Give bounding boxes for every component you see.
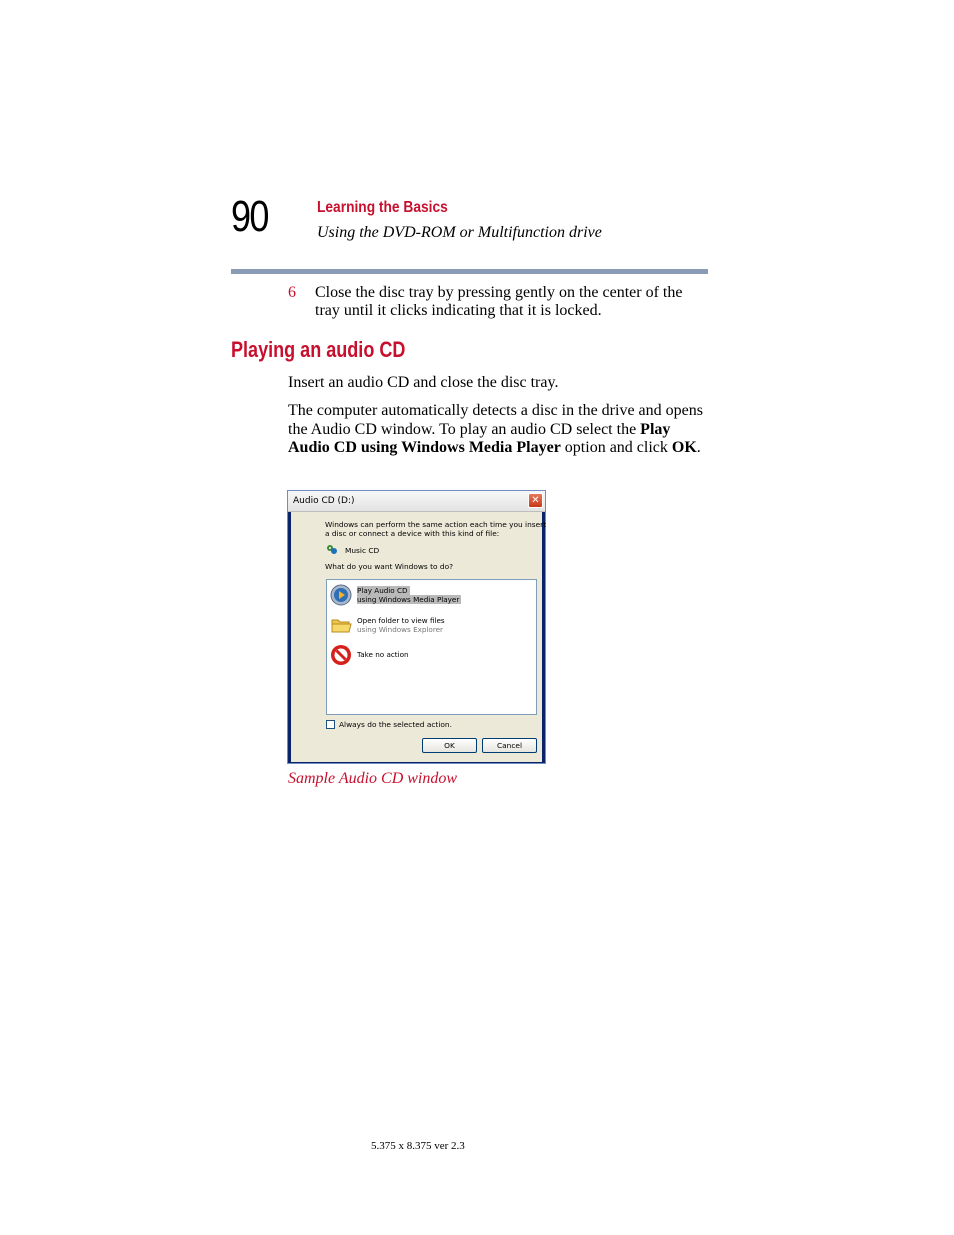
- dialog-titlebar[interactable]: [288, 491, 545, 512]
- option-take-no-action[interactable]: [330, 644, 530, 670]
- cancel-button[interactable]: Cancel: [482, 738, 537, 753]
- always-do-checkbox[interactable]: [326, 720, 335, 729]
- media-player-icon: [330, 584, 352, 606]
- option-name-bold: Play Audio CD using Windows Media Player: [288, 420, 671, 456]
- page-footer: 5.375 x 8.375 ver 2.3: [371, 1140, 465, 1152]
- content-type-label: Music CD: [345, 546, 380, 555]
- option-line2: using Windows Explorer: [357, 625, 443, 634]
- dialog-title: Audio CD (D:): [293, 496, 355, 506]
- section-heading: Playing an audio CD: [231, 337, 406, 362]
- audio-cd-dialog: [287, 490, 546, 764]
- dialog-intro-line1: Windows can perform the same action each time you insert: [325, 520, 547, 529]
- figure-caption: Sample Audio CD window: [288, 770, 458, 787]
- option-line2: using Windows Media Player: [357, 595, 460, 604]
- option-line1: Play Audio CD: [357, 586, 408, 595]
- paragraph-instructions: [288, 402, 708, 458]
- paragraph-text: The computer automatically detects a disc in the drive and opens the Audio CD window. To play an audio CD select the: [288, 402, 703, 438]
- page-number: 90: [231, 192, 268, 241]
- folder-icon: [330, 614, 352, 636]
- dialog-body: [291, 512, 547, 762]
- option-play-audio-cd[interactable]: [330, 584, 530, 610]
- paragraph-insert-cd: Insert an audio CD and close the disc tray.: [288, 374, 559, 391]
- dialog-intro-line2: a disc or connect a device with this kind of file:: [325, 529, 500, 538]
- no-action-icon: [330, 644, 352, 666]
- header-rule: [231, 269, 708, 274]
- music-cd-icon: [326, 543, 338, 555]
- paragraph-text: .: [696, 439, 701, 456]
- close-icon: ✕: [531, 495, 540, 506]
- ok-button[interactable]: OK: [422, 738, 477, 753]
- step-text: Close the disc tray by pressing gently on the center of the tray until it clicks indicating that it is locked.: [315, 284, 683, 319]
- option-open-folder[interactable]: [330, 614, 530, 640]
- option-line1: Open folder to view files: [357, 616, 445, 625]
- action-listbox[interactable]: [326, 579, 537, 715]
- close-button[interactable]: [528, 493, 543, 508]
- checkbox-label: Always do the selected action.: [339, 720, 452, 729]
- step-number: 6: [288, 284, 296, 301]
- section-subtitle: Using the DVD-ROM or Multifunction drive: [317, 224, 602, 241]
- paragraph-text: option and click: [560, 439, 672, 456]
- option-line1: Take no action: [357, 650, 409, 659]
- question-label: What do you want Windows to do?: [325, 562, 454, 571]
- chapter-title: Learning the Basics: [317, 199, 448, 216]
- ok-bold: OK: [671, 439, 697, 456]
